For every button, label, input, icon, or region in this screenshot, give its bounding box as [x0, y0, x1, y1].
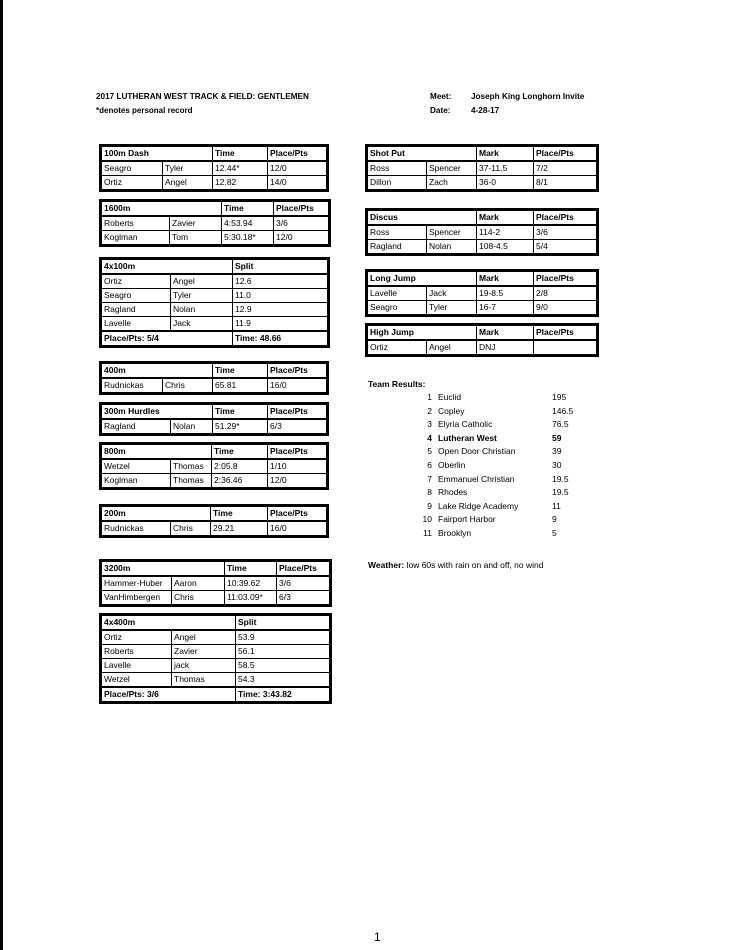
event-table-shot-put — [365, 144, 599, 192]
table-row — [101, 303, 329, 317]
event-table-1600m — [99, 199, 331, 247]
athlete-first: Zavier — [172, 645, 236, 659]
team-rank: 11 — [423, 528, 432, 538]
athlete-first: Spencer — [427, 225, 477, 240]
athlete-last: Ortiz — [367, 340, 427, 356]
athlete-first: Tyler — [427, 301, 477, 316]
athlete-first: Angel — [172, 630, 236, 645]
team-name: Lutheran West — [438, 432, 497, 443]
event-title: High Jump — [367, 325, 477, 341]
team-score: 195 — [552, 392, 567, 402]
athlete-last: Ortiz — [101, 630, 172, 645]
event-title: 1600m — [101, 201, 222, 217]
col-header-time: Time — [212, 444, 268, 460]
relay-total-time: Time: 3:43.82 — [236, 687, 331, 703]
event-table-200m — [99, 504, 329, 538]
result-time: 5:30.18* — [222, 231, 274, 246]
team-score: 30 — [552, 460, 562, 470]
athlete-last: Seagro — [367, 301, 427, 316]
page-edge — [0, 0, 3, 950]
athlete-first: Chris — [172, 591, 225, 606]
col-header-place: Place/Pts — [534, 210, 598, 226]
team-score: 39 — [552, 446, 562, 457]
team-name: Fairport Harbor — [438, 514, 496, 525]
athlete-last: Koglman — [101, 231, 170, 246]
col-header-time: Time — [211, 506, 268, 522]
athlete-first: Zach — [427, 176, 477, 191]
team-rank: 3 — [427, 419, 432, 430]
table-row — [101, 576, 331, 591]
relay-total-time: Time: 48.66 — [233, 331, 329, 347]
result-place: 16/0 — [268, 521, 328, 537]
athlete-last: Ragland — [101, 419, 171, 435]
athlete-first: jack — [172, 659, 236, 673]
team-score: 11 — [552, 500, 561, 511]
event-title: Long Jump — [367, 271, 477, 287]
col-header-time: Time — [222, 201, 274, 217]
athlete-last: Seagro — [101, 161, 163, 176]
table-row — [367, 240, 598, 255]
result-time: 12.44* — [213, 161, 268, 176]
athlete-first: Nolan — [171, 303, 233, 317]
col-header-time: Time — [213, 404, 268, 420]
athlete-first: Angel — [163, 176, 213, 191]
team-rank: 7 — [427, 473, 432, 484]
event-table-4x100m-relay — [99, 257, 330, 348]
team-rank: 4 — [427, 432, 432, 443]
team-name: Copley — [438, 405, 465, 416]
event-title: 800m — [101, 444, 212, 460]
athlete-last: Ross — [367, 161, 427, 176]
table-row — [101, 216, 330, 231]
table-row — [367, 161, 598, 176]
athlete-last: Roberts — [101, 645, 172, 659]
athlete-last: Rudnickas — [101, 378, 163, 394]
result-split: 11.9 — [233, 317, 329, 332]
result-split: 12.6 — [233, 274, 329, 289]
event-table-3200m — [99, 559, 332, 607]
result-time: 29.21 — [211, 521, 268, 537]
athlete-first: Jack — [171, 317, 233, 332]
result-place: 2/8 — [534, 286, 598, 301]
team-rank: 6 — [427, 460, 432, 470]
athlete-first: Chris — [163, 378, 213, 394]
athlete-first: Aaron — [172, 576, 225, 591]
event-title: 4x100m — [101, 259, 233, 275]
event-table-400m — [99, 361, 329, 395]
athlete-last: Lavelle — [101, 659, 172, 673]
athlete-first: Angel — [427, 340, 477, 356]
result-place: 5/4 — [534, 240, 598, 255]
result-place: 7/2 — [534, 161, 598, 176]
athlete-last: Wetzel — [101, 673, 172, 688]
col-header-place: Place/Pts — [268, 506, 328, 522]
table-row — [101, 161, 328, 176]
result-time: 11:03.09* — [225, 591, 277, 606]
athlete-last: Ortiz — [101, 274, 171, 289]
team-rank: 1 — [427, 392, 432, 402]
team-score: 59 — [552, 432, 562, 443]
col-header-split: Split — [236, 615, 331, 631]
result-split: 11.0 — [233, 289, 329, 303]
athlete-first: Angel — [171, 274, 233, 289]
athlete-first: Thomas — [171, 459, 212, 474]
table-row — [101, 317, 329, 332]
relay-place-points: Place/Pts: 3/6 — [101, 687, 236, 703]
page-subtitle: *denotes personal record — [96, 106, 193, 115]
event-table-discus — [365, 208, 599, 256]
team-score: 9 — [552, 514, 557, 525]
athlete-first: Chris — [171, 521, 211, 537]
athlete-first: Tyler — [171, 289, 233, 303]
result-place: 6/3 — [268, 419, 328, 435]
team-name: Euclid — [438, 392, 462, 402]
team-name: Emmanuel Christian — [438, 473, 515, 484]
result-place: 3/6 — [274, 216, 330, 231]
result-mark: 37-11.5 — [477, 161, 534, 176]
team-rank: 8 — [427, 487, 432, 498]
athlete-first: Thomas — [172, 673, 236, 688]
col-header-split: Split — [233, 259, 329, 275]
result-split: 56.1 — [236, 645, 331, 659]
col-header-place: Place/Pts — [268, 444, 328, 460]
team-score: 19.5 — [552, 473, 569, 484]
col-header-mark: Mark — [477, 146, 534, 162]
col-header-time: Time — [225, 561, 277, 577]
athlete-last: Dillon — [367, 176, 427, 191]
athlete-first: Tyler — [163, 161, 213, 176]
event-title: 4x400m — [101, 615, 236, 631]
result-split: 12.9 — [233, 303, 329, 317]
event-table-high-jump — [365, 323, 599, 357]
team-rank: 10 — [422, 514, 432, 525]
col-header-mark: Mark — [477, 210, 534, 226]
athlete-last: Lavelle — [101, 317, 171, 332]
meet-label: Meet: — [430, 92, 452, 101]
event-title: 100m Dash — [101, 146, 213, 162]
result-time: 12.82 — [213, 176, 268, 191]
athlete-last: Wetzel — [101, 459, 171, 474]
result-place: 3/6 — [534, 225, 598, 240]
athlete-first: Spencer — [427, 161, 477, 176]
result-time: 51.29* — [213, 419, 268, 435]
table-row — [367, 176, 598, 191]
col-header-time: Time — [213, 146, 268, 162]
result-time: 2:05.8 — [212, 459, 268, 474]
result-mark: 19-8.5 — [477, 286, 534, 301]
event-title: Discus — [367, 210, 477, 226]
col-header-place: Place/Pts — [268, 404, 328, 420]
team-name: Lake Ridge Academy — [438, 500, 519, 511]
result-place: 1/10 — [268, 459, 328, 474]
table-row — [101, 378, 328, 394]
team-rank: 5 — [427, 446, 432, 457]
table-row — [367, 301, 598, 316]
athlete-last: Ragland — [101, 303, 171, 317]
result-time: 65.81 — [213, 378, 268, 394]
result-place: 6/3 — [277, 591, 331, 606]
result-place: 12/0 — [268, 161, 328, 176]
result-place: 16/0 — [268, 378, 328, 394]
event-table-800m — [99, 442, 329, 490]
weather-value: low 60s with rain on and off, no wind — [404, 560, 544, 570]
date-label: Date: — [430, 106, 451, 115]
col-header-place: Place/Pts — [534, 146, 598, 162]
date-value: 4-28-17 — [471, 106, 500, 115]
event-table-long-jump — [365, 269, 599, 317]
athlete-last: Ross — [367, 225, 427, 240]
athlete-last: Koglman — [101, 474, 171, 489]
result-place: 12/0 — [274, 231, 330, 246]
result-split: 54.3 — [236, 673, 331, 688]
team-rank: 2 — [427, 405, 432, 416]
athlete-last: Roberts — [101, 216, 170, 231]
table-row — [101, 459, 328, 474]
weather-note — [368, 560, 543, 570]
relay-place-points: Place/Pts: 5/4 — [101, 331, 233, 347]
table-row — [101, 630, 331, 645]
result-time: 4:53.94 — [222, 216, 274, 231]
table-row — [101, 645, 331, 659]
athlete-last: VanHimbergen — [101, 591, 172, 606]
table-row — [101, 659, 331, 673]
result-place — [534, 340, 598, 356]
team-name: Elyria Catholic — [438, 419, 493, 430]
col-header-mark: Mark — [477, 271, 534, 287]
result-mark: DNJ — [477, 340, 534, 356]
table-row — [101, 591, 331, 606]
athlete-last: Lavelle — [367, 286, 427, 301]
result-time: 2:36.46 — [212, 474, 268, 489]
result-place: 14/0 — [268, 176, 328, 191]
athlete-last: Seagro — [101, 289, 171, 303]
event-title: 3200m — [101, 561, 225, 577]
col-header-place: Place/Pts — [274, 201, 330, 217]
team-score: 19.5 — [552, 487, 569, 498]
table-row — [101, 274, 329, 289]
col-header-place: Place/Pts — [268, 363, 328, 379]
event-table-300m-hurdles — [99, 402, 329, 436]
table-row — [367, 286, 598, 301]
result-place: 9/0 — [534, 301, 598, 316]
col-header-mark: Mark — [477, 325, 534, 341]
result-mark: 108-4.5 — [477, 240, 534, 255]
result-place: 12/0 — [268, 474, 328, 489]
event-title: 400m — [101, 363, 213, 379]
team-name: Open Door Christian — [438, 446, 516, 457]
athlete-first: Nolan — [427, 240, 477, 255]
result-time: 10:39.62 — [225, 576, 277, 591]
athlete-first: Nolan — [171, 419, 213, 435]
col-header-place: Place/Pts — [534, 325, 598, 341]
result-split: 53.9 — [236, 630, 331, 645]
table-row — [101, 474, 328, 489]
athlete-first: Tom — [170, 231, 222, 246]
col-header-place: Place/Pts — [268, 146, 328, 162]
team-name: Brooklyn — [438, 528, 472, 538]
event-title: 200m — [101, 506, 211, 522]
page-number: 1 — [374, 930, 381, 944]
athlete-last: Rudnickas — [101, 521, 171, 537]
meet-value: Joseph King Longhorn Invite — [471, 92, 585, 101]
athlete-last: Hammer-Huber — [101, 576, 172, 591]
team-name: Oberlin — [438, 460, 466, 470]
team-score: 146.5 — [552, 405, 574, 416]
team-score: 5 — [552, 528, 557, 538]
result-place: 3/6 — [277, 576, 331, 591]
page-title: 2017 LUTHERAN WEST TRACK & FIELD: GENTLEMEN — [96, 92, 309, 101]
result-mark: 114-2 — [477, 225, 534, 240]
athlete-first: Thomas — [171, 474, 212, 489]
weather-label: Weather: — [368, 560, 405, 570]
col-header-time: Time — [213, 363, 268, 379]
table-row — [101, 176, 328, 191]
team-score: 76.5 — [552, 419, 569, 430]
event-title: Shot Put — [367, 146, 477, 162]
team-name: Rhodes — [438, 487, 468, 498]
event-table-100m-dash — [99, 144, 329, 192]
event-table-4x400m-relay — [99, 613, 332, 704]
athlete-last: Ortiz — [101, 176, 163, 191]
table-row — [101, 231, 330, 246]
result-mark: 36-0 — [477, 176, 534, 191]
table-row — [101, 419, 328, 435]
event-title: 300m Hurdles — [101, 404, 213, 420]
athlete-first: Jack — [427, 286, 477, 301]
athlete-first: Zavier — [170, 216, 222, 231]
team-results-title: Team Results: — [368, 379, 426, 389]
table-row — [367, 340, 598, 356]
table-row — [101, 289, 329, 303]
col-header-place: Place/Pts — [534, 271, 598, 287]
table-row — [367, 225, 598, 240]
result-place: 8/1 — [534, 176, 598, 191]
table-row — [101, 521, 328, 537]
table-row — [101, 673, 331, 688]
team-rank: 9 — [427, 500, 432, 511]
result-mark: 16-7 — [477, 301, 534, 316]
athlete-last: Ragland — [367, 240, 427, 255]
col-header-place: Place/Pts — [277, 561, 331, 577]
result-split: 58.5 — [236, 659, 331, 673]
